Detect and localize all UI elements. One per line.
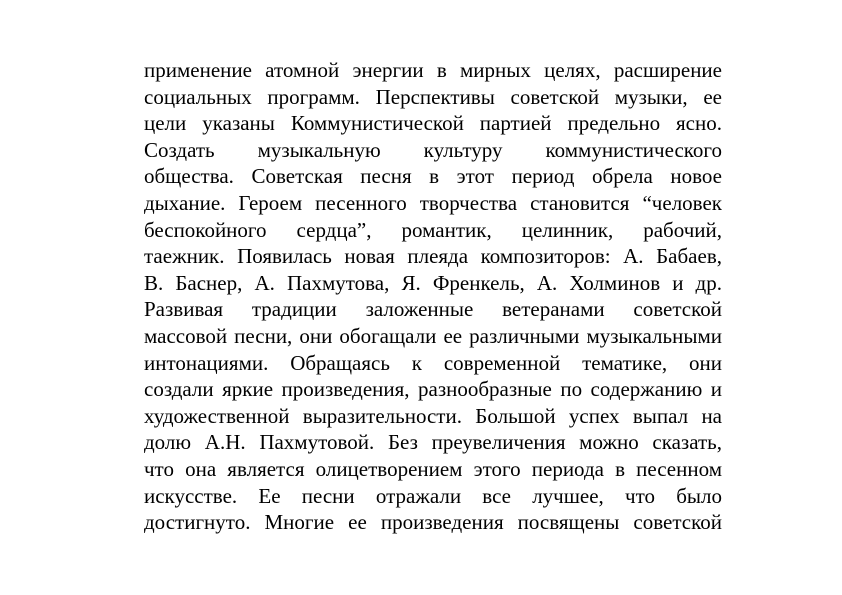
text-line: что она является олицетворением этого периода в песенном xyxy=(144,456,722,481)
text-line: таежник. Появилась новая плеяда композиторов: А. Бабаев, xyxy=(144,244,722,269)
text-line: дыхание. Героем песенного творчества становится “человек xyxy=(144,190,722,215)
text-line: долю А.Н. Пахмутовой. Без преувеличения можно сказать, xyxy=(144,430,722,455)
text-line: искусстве. Ее песни отражали все лучшее, что было xyxy=(144,483,722,508)
text-line: интонациями. Обращаясь к современной тематике, они xyxy=(144,350,722,375)
text-line: беспокойного сердца”, романтик, целинник, рабочий, xyxy=(144,217,722,242)
text-line: достигнуто. Многие ее произведения посвящены советской xyxy=(144,510,722,535)
text-line: социальных программ. Перспективы советской музыки, ее xyxy=(144,84,722,109)
text-line: массовой песни, они обогащали ее различными музыкальными xyxy=(144,323,722,348)
text-line: В. Баснер, А. Пахмутова, Я. Френкель, А. Холминов и др. xyxy=(144,270,722,295)
text-line: цели указаны Коммунистической партией предельно ясно. xyxy=(144,111,722,136)
text-line: художественной выразительности. Большой успех выпал на xyxy=(144,403,722,428)
body-text xyxy=(144,57,722,536)
text-line: Создать музыкальную культуру коммунистического xyxy=(144,137,722,162)
text-line: Развивая традиции заложенные ветеранами советской xyxy=(144,297,722,322)
text-line: создали яркие произведения, разнообразные по содержанию и xyxy=(144,377,722,402)
text-line: общества. Советская песня в этот период обрела новое xyxy=(144,164,722,189)
text-line: применение атомной энергии в мирных целях, расширение xyxy=(144,58,722,82)
